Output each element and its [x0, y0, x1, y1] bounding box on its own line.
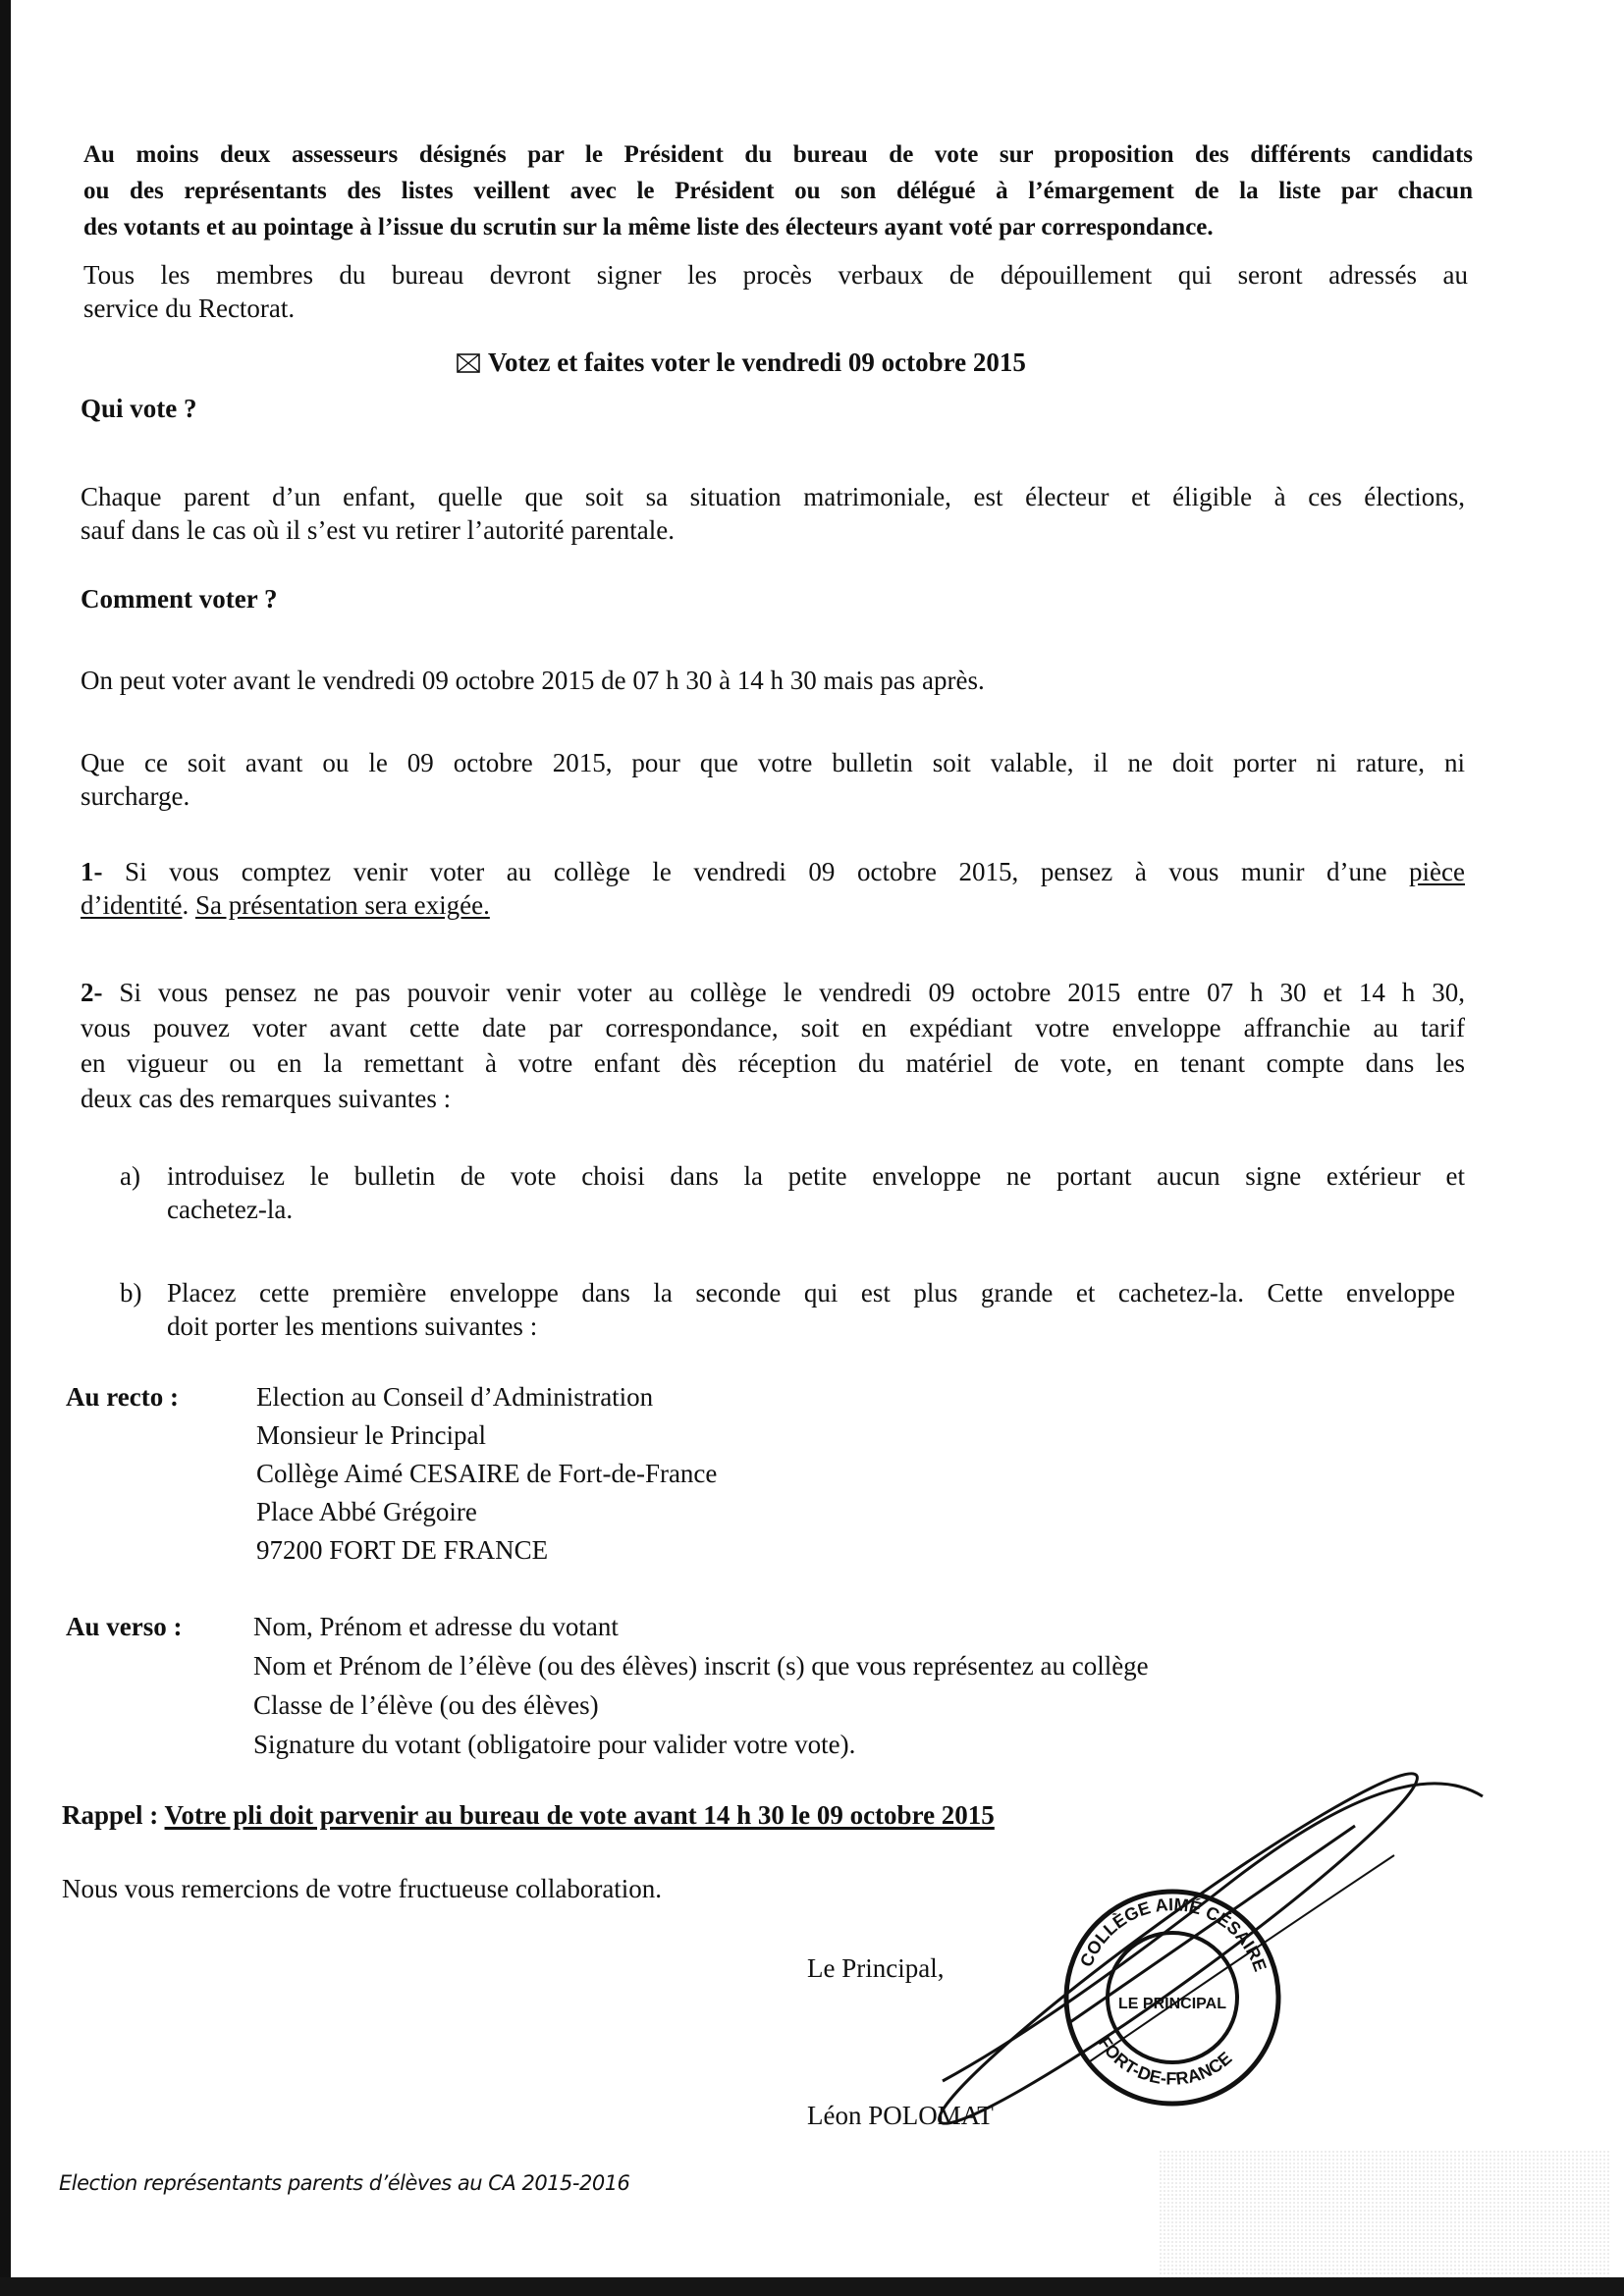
step-a-label: a)	[120, 1161, 140, 1191]
reminder-text: Votre pli doit parvenir au bureau de vote avant 14 h 30 le 09 octobre 2015	[164, 1800, 995, 1830]
handwritten-signature	[933, 1767, 1483, 2140]
assessors-paragraph	[83, 136, 1473, 245]
text-line: Chaque parent d’un enfant, quelle que soit sa situation matrimoniale, est électeur et éligible à ces élections,	[81, 482, 1465, 511]
scan-noise	[1159, 2150, 1610, 2277]
text-line: sauf dans le cas où il s’est vu retirer l’autorité parentale.	[81, 515, 676, 545]
text-line: deux cas des remarques suivantes :	[81, 1084, 452, 1113]
address-line: Election au Conseil d’Administration	[256, 1382, 654, 1412]
item2-paragraph	[81, 975, 1465, 1116]
school-stamp-and-signature	[933, 1767, 1542, 2140]
step-a-text	[167, 1159, 1465, 1226]
item-number: 2-	[81, 978, 103, 1007]
reminder	[62, 1800, 995, 1831]
text-line: Au moins deux assesseurs désignés par le Président du bureau de vote sur proposition des différents candidats	[83, 141, 1473, 168]
step-b-text	[167, 1276, 1455, 1343]
address-line: Monsieur le Principal	[256, 1420, 486, 1450]
underlined-text: Sa présentation sera exigée.	[194, 890, 490, 920]
verso-mentions	[253, 1607, 1149, 1764]
address-line: 97200 FORT DE FRANCE	[256, 1535, 549, 1565]
item-number: 1-	[81, 857, 103, 886]
text-line: introduisez le bulletin de vote choisi dans la petite enveloppe ne portant aucun signe extérieur et	[167, 1161, 1465, 1191]
envelope-x-icon	[457, 353, 480, 373]
text-line: des votants et au pointage à l’issue du scrutin sur la même liste des électeurs ayant voté par correspondance.	[83, 214, 1214, 240]
text-line: Tous les membres du bureau devront signer les procès verbaux de dépouillement qui seront adressés au	[83, 260, 1468, 290]
signature-title: Le Principal,	[807, 1953, 945, 1983]
stamp-center-text: LE PRINCIPAL	[1118, 1996, 1226, 2012]
how-heading: Comment voter ?	[81, 584, 278, 614]
text-line: en vigueur ou en la remettant à votre enfant dès réception du matériel de vote, en tenant compte dans les	[81, 1048, 1465, 1078]
text-line: Que ce soit avant ou le 09 octobre 2015, pour que votre bulletin soit valable, il ne doit porter ni rature, ni	[81, 748, 1465, 777]
vote-banner	[457, 347, 1026, 378]
text-span: Si vous pensez ne pas pouvoir venir voter au collège le vendredi 09 octobre 2015 entre 07 h 30 et 14 h 30,	[102, 978, 1465, 1007]
scan-left-border	[0, 0, 11, 2296]
mention-line: Nom, Prénom et adresse du votant	[253, 1612, 619, 1641]
text-line: surcharge.	[81, 781, 190, 811]
step-b-label: b)	[120, 1278, 142, 1308]
address-line: Collège Aimé CESAIRE de Fort-de-France	[256, 1459, 718, 1488]
text-line: doit porter les mentions suivantes :	[167, 1311, 538, 1341]
text-line: vous pouvez voter avant cette date par correspondance, soit en expédiant votre enveloppe affranchie au tarif	[81, 1013, 1465, 1042]
stamp-bottom-text: FORT-DE-FRANCE	[1094, 2033, 1236, 2089]
text-line	[81, 888, 1465, 922]
recto-address	[256, 1378, 717, 1570]
underlined-text: d’identité	[81, 890, 183, 920]
signature-name: Léon POLOMAT	[807, 2101, 994, 2130]
who-paragraph	[81, 480, 1465, 547]
item1-paragraph	[81, 855, 1465, 922]
text-span: .	[182, 890, 195, 920]
text-line	[81, 975, 1465, 1010]
mention-line: Nom et Prénom de l’élève (ou des élèves) inscrit (s) que vous représentez au collège	[253, 1651, 1149, 1681]
text-line: service du Rectorat.	[83, 294, 296, 323]
recto-label: Au recto :	[66, 1382, 179, 1412]
when-paragraph: On peut voter avant le vendredi 09 octobre 2015 de 07 h 30 à 14 h 30 mais pas après.	[81, 666, 985, 695]
stamp-top-text: COLLÈGE AIMÉ CÉSAIRE	[1076, 1895, 1271, 1974]
mention-line: Signature du votant (obligatoire pour valider votre vote).	[253, 1730, 856, 1759]
text-line: Placez cette première enveloppe dans la seconde qui est plus grande et cachetez-la. Cette enveloppe	[167, 1278, 1455, 1308]
thanks: Nous vous remercions de votre fructueuse collaboration.	[62, 1874, 663, 1903]
valid-paragraph	[81, 746, 1465, 813]
mention-line: Classe de l’élève (ou des élèves)	[253, 1690, 599, 1720]
text-line	[81, 855, 1465, 888]
vote-banner-text: Votez et faites voter le vendredi 09 octobre 2015	[488, 347, 1026, 377]
text-line: ou des représentants des listes veillent avec le Président ou son délégué à l’émargement de la liste par chacun	[83, 178, 1473, 204]
members-paragraph	[83, 258, 1468, 325]
text-span: Si vous comptez venir voter au collège le vendredi 09 octobre 2015, pensez à vous munir d’une	[102, 857, 1410, 886]
scan-bottom-border	[0, 2277, 1624, 2296]
who-heading: Qui vote ?	[81, 394, 197, 423]
text-line: cachetez-la.	[167, 1195, 294, 1224]
verso-label: Au verso :	[66, 1612, 183, 1641]
underlined-text: pièce	[1409, 857, 1465, 886]
page-footer: Election représentants parents d’élèves au CA 2015-2016	[59, 2171, 630, 2195]
address-line: Place Abbé Grégoire	[256, 1497, 477, 1526]
reminder-label: Rappel :	[62, 1800, 159, 1830]
